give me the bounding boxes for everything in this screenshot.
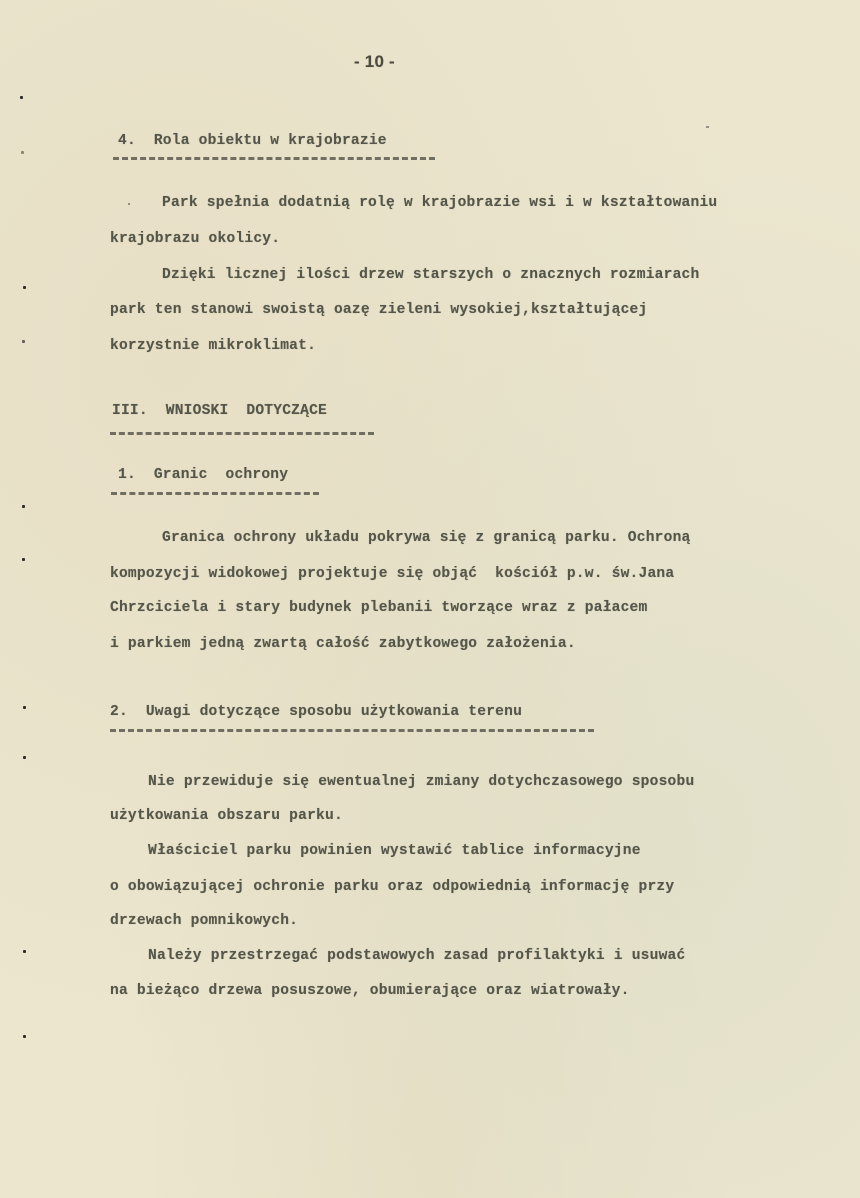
margin-mark <box>23 286 26 289</box>
paragraph-line: korzystnie mikroklimat. <box>110 338 317 354</box>
section-4-heading: 4. Rola obiektu w krajobrazie <box>118 133 387 149</box>
margin-mark <box>22 340 25 343</box>
paragraph-line: użytkowania obszaru parku. <box>110 808 343 824</box>
subsection-2-heading-underline <box>110 729 594 732</box>
margin-mark <box>23 756 26 759</box>
subsection-2-heading: 2. Uwagi dotyczące sposobu użytkowania terenu <box>110 704 523 720</box>
paragraph-line: Należy przestrzegać podstawowych zasad profilaktyki i usuwać <box>148 948 686 964</box>
paragraph-line: Granica ochrony układu pokrywa się z granicą parku. Ochroną <box>162 530 691 546</box>
paragraph-line: Park spełnia dodatnią rolę w krajobrazie wsi i w kształtowaniu <box>162 195 718 211</box>
subsection-1-heading-underline <box>111 492 319 495</box>
margin-mark <box>22 558 25 561</box>
margin-mark <box>23 706 26 709</box>
paragraph-line: Nie przewiduje się ewentualnej zmiany dotychczasowego sposobu <box>148 774 695 790</box>
paragraph-line: krajobrazu okolicy. <box>110 231 281 247</box>
paragraph-line: park ten stanowi swoistą oazę zieleni wysokiej,kształtującej <box>110 302 648 318</box>
margin-mark <box>22 505 25 508</box>
margin-mark <box>23 1035 26 1038</box>
paragraph-line: i parkiem jedną zwartą całość zabytkowego założenia. <box>110 636 576 652</box>
section-iii-heading: III. WNIOSKI DOTYCZĄCE <box>112 403 327 419</box>
paragraph-line: Chrzciciela i stary budynek plebanii tworzące wraz z pałacem <box>110 600 648 616</box>
margin-mark <box>21 151 24 154</box>
paper-speck <box>706 126 709 128</box>
subsection-1-heading: 1. Granic ochrony <box>118 467 289 483</box>
margin-mark <box>23 950 26 953</box>
margin-mark <box>20 96 23 99</box>
section-4-heading-underline <box>113 157 435 160</box>
paragraph-line: Dzięki licznej ilości drzew starszych o znacznych rozmiarach <box>162 267 700 283</box>
section-iii-heading-underline <box>110 432 374 435</box>
page-number: - 10 - <box>354 52 395 71</box>
paragraph-line: na bieżąco drzewa posuszowe, obumierające oraz wiatrowały. <box>110 983 630 999</box>
paper-speck <box>128 203 130 205</box>
paragraph-line: drzewach pomnikowych. <box>110 913 299 929</box>
paragraph-line: kompozycji widokowej projektuje się objąć kościół p.w. św.Jana <box>110 566 675 582</box>
paragraph-line: Właściciel parku powinien wystawić tablice informacyjne <box>148 843 641 859</box>
paragraph-line: o obowiązującej ochronie parku oraz odpowiednią informację przy <box>110 879 675 895</box>
